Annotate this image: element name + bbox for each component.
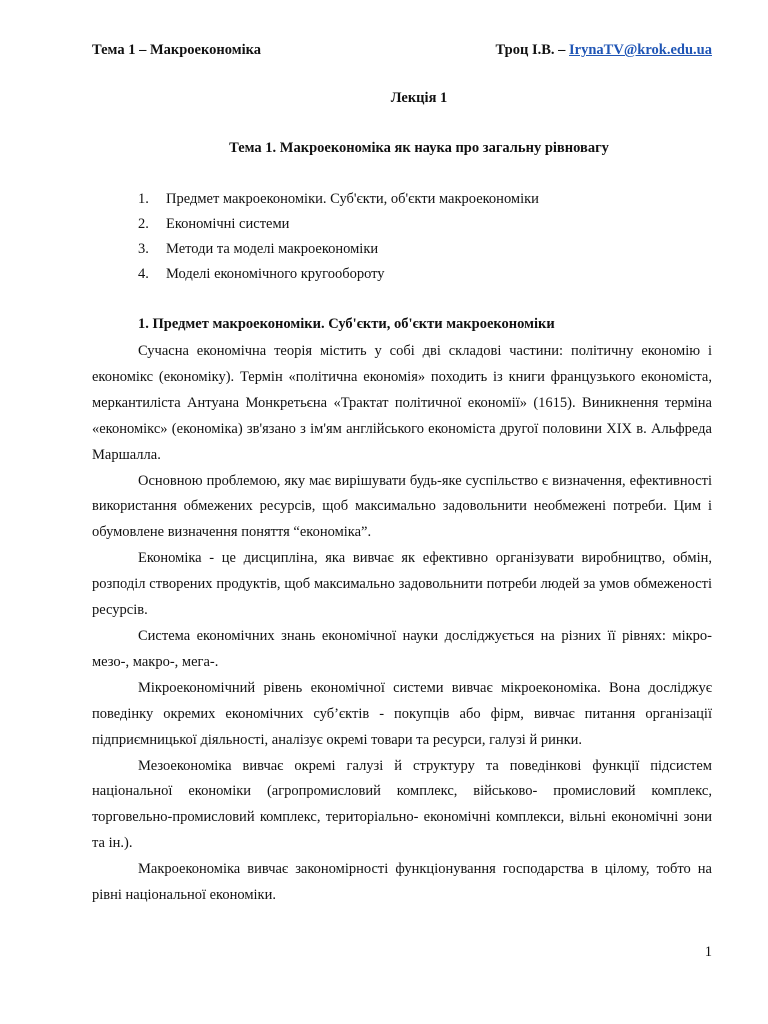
toc-text: Методи та моделі макроекономіки <box>166 241 379 257</box>
toc-text: Моделі економічного кругообороту <box>166 266 385 282</box>
toc-number: 1. <box>138 191 149 207</box>
header-topic: Тема 1 – Макроекономіка <box>92 42 262 58</box>
toc-item <box>138 188 539 213</box>
header-author-name: Троц І.В. – <box>495 42 570 58</box>
paragraph: Мезоекономіка вивчає окремі галузі й структуру та поведінкові функції підсистем національної економіки (агропромисловий комплекс, військово- промисловий комплекс, торговельно-промисловий комплекс, територіально- економічні комплекси, вільні економічні зони та ін.). <box>92 757 712 852</box>
header-author <box>496 42 712 59</box>
table-of-contents <box>138 188 539 288</box>
lecture-title: Лекція 1 <box>390 90 448 106</box>
paragraph: Мікроекономічний рівень економічної системи вивчає мікроекономіка. Вона досліджує поведінку окремих економічних суб’єктів - покупців або фірм, вивчає питання організації підприємницької діяльності, аналізує окремі товари та ресурси, галузі й ринки. <box>92 679 712 748</box>
body-text <box>92 339 712 909</box>
topic-title: Тема 1. Макроекономіка як наука про загальну рівновагу <box>229 140 609 156</box>
paragraph: Основною проблемою, яку має вирішувати будь-яке суспільство є визначення, ефективності використання обмежених ресурсів, щоб максимально задовольнити необмежені потреби. Цим і обумовлене визначення поняття “економіка”. <box>92 472 712 541</box>
section-heading: 1. Предмет макроекономіки. Суб'єкти, об'єкти макроекономіки <box>138 316 555 332</box>
toc-number: 2. <box>138 216 149 232</box>
email-link[interactable]: IrynaTV@krok.edu.ua <box>569 42 712 58</box>
toc-text: Економічні системи <box>166 216 290 232</box>
paragraph: Сучасна економічна теорія містить у собі дві складові частини: політичну економію і економікс (економіку). Термін «політична економія» походить із книги французького економіста, меркантиліста Антуана Монкретьєна «Трактат політичної економії» (1615). Виникнення терміна «економікс» (економіка) зв'язано з ім'ям англійського економіста другої половини XIX в. Альфреда Маршалла. <box>92 343 712 463</box>
toc-number: 4. <box>138 266 149 282</box>
toc-number: 3. <box>138 241 149 257</box>
page-header <box>92 42 712 59</box>
toc-text: Предмет макроекономіки. Суб'єкти, об'єкти макроекономіки <box>166 191 539 207</box>
toc-item <box>138 238 539 263</box>
paragraph: Система економічних знань економічної науки досліджується на різних її рівнях: мікро-мезо-, макро-, мега-. <box>92 627 712 670</box>
toc-item <box>138 213 539 238</box>
toc-item <box>138 263 539 288</box>
paragraph: Макроекономіка вивчає закономірності функціонування господарства в цілому, тобто на рівні національної економіки. <box>92 861 712 904</box>
paragraph: Економіка - це дисципліна, яка вивчає як ефективно організувати виробництво, обмін, розподіл створених продуктів, щоб максимально задовольнити потреби людей за умов обмеженості ресурсів. <box>92 550 712 619</box>
page-number: 1 <box>704 944 712 960</box>
